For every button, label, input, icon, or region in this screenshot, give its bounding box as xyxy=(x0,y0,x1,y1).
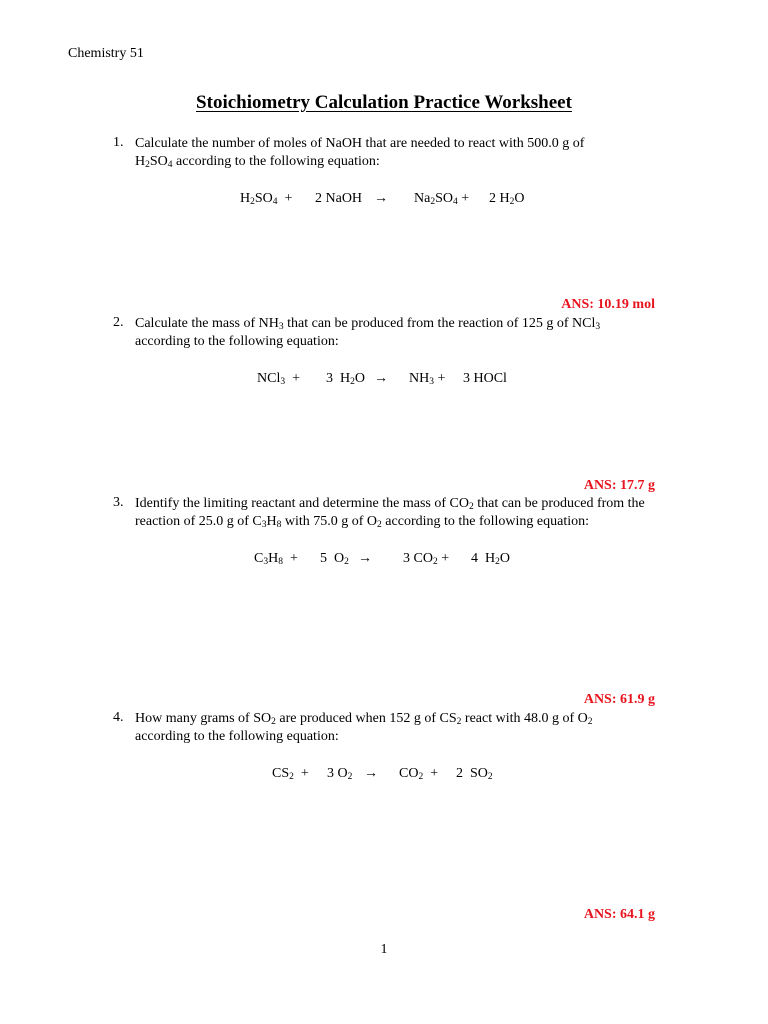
equation-term: $CS_2$ + xyxy=(272,766,309,782)
reaction-arrow: → xyxy=(364,766,378,781)
question-text xyxy=(135,315,600,351)
chemical-equation xyxy=(0,550,768,568)
equation-term: $H_2SO_4$ + xyxy=(240,191,293,207)
equation-term: $NH_3$ + xyxy=(409,371,446,387)
chemical-equation xyxy=(0,190,768,208)
reaction-arrow: → xyxy=(374,371,388,386)
equation-term: $CO_2$ + xyxy=(399,766,439,782)
question-text xyxy=(135,710,593,746)
equation-term: 2 $SO_2$ xyxy=(456,766,493,782)
question-number: 3. xyxy=(113,495,124,510)
question-number: 1. xyxy=(113,135,124,150)
question-line: Calculate the number of moles of NaOH that are needed to react with 500.0 g of xyxy=(135,136,585,151)
page-number: 1 xyxy=(380,942,388,957)
reaction-arrow: → xyxy=(374,191,388,206)
chemical-equation xyxy=(0,370,768,388)
chemical-equation xyxy=(0,765,768,783)
equation-term: 2 NaOH xyxy=(315,191,363,206)
question-line: according to the following equation: xyxy=(135,334,339,349)
equation-term: 3 $H_2O$ xyxy=(326,371,365,387)
question-line: reaction of 25.0 g of $C_3H_8$ with 75.0 g of $O_2$ according to the following equation: xyxy=(135,514,590,530)
answer-label: ANS: 10.19 mol xyxy=(561,297,655,312)
question-line: Calculate the mass of $NH_3$ that can be produced from the reaction of 125 g of NCl$_3$ xyxy=(135,316,601,332)
equation-term: 3 HOCl xyxy=(463,371,507,386)
equation-term: $Na_2SO_4$ + xyxy=(414,191,470,207)
question-line: How many grams of $SO_2$ are produced when 152 g of $CS_2$ react with 48.0 g of $O_2$ xyxy=(135,711,593,727)
question-text xyxy=(135,495,645,531)
question-line: Identify the limiting reactant and determine the mass of $CO_2$ that can be produced from the xyxy=(135,496,645,512)
answer-label: ANS: 64.1 g xyxy=(583,907,655,922)
equation-term: NCl$_3$ + xyxy=(257,371,300,387)
question-number: 4. xyxy=(113,710,124,725)
reaction-arrow: → xyxy=(358,551,372,566)
equation-term: 5 $O_2$ xyxy=(320,551,349,567)
equation-term: 2 $H_2O$ xyxy=(489,191,525,207)
equation-term: $C_3H_8$ + xyxy=(254,551,298,567)
question-line: $H_2SO_4$ according to the following equation: xyxy=(135,154,380,170)
equation-term: 3 $CO_2$ + xyxy=(403,551,450,567)
course-name: Chemistry 51 xyxy=(68,46,144,61)
question-text xyxy=(135,135,584,171)
worksheet-title: Stoichiometry Calculation Practice Worksheet xyxy=(196,92,572,113)
question-line: according to the following equation: xyxy=(135,729,339,744)
question-number: 2. xyxy=(113,315,124,330)
equation-term: 4 $H_2O$ xyxy=(471,551,510,567)
answer-label: ANS: 61.9 g xyxy=(583,692,655,707)
equation-term: 3 $O_2$ xyxy=(327,766,353,782)
answer-label: ANS: 17.7 g xyxy=(583,478,655,493)
